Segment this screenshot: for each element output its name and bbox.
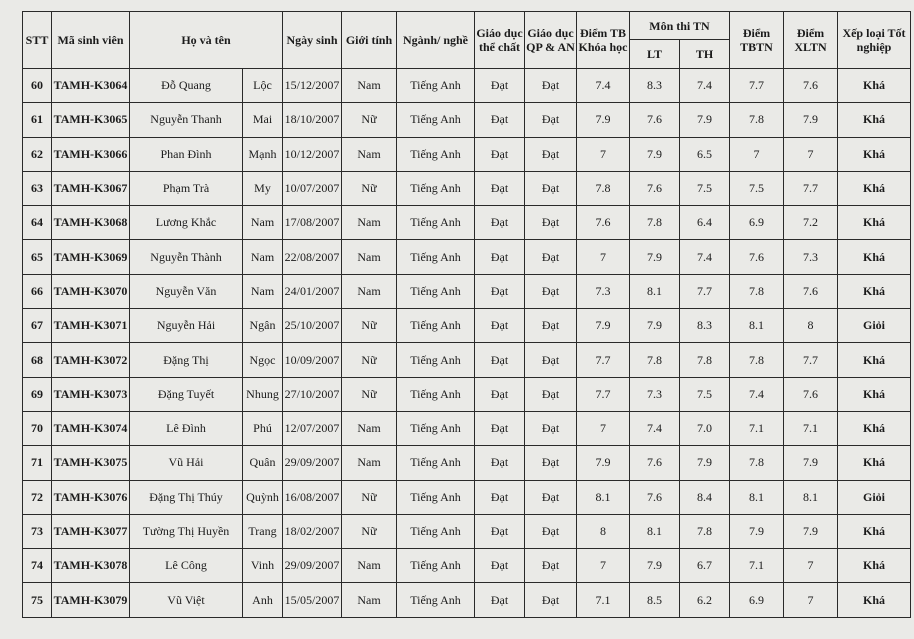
practice-score-cell: 7.9 <box>680 446 730 480</box>
major-cell: Tiếng Anh <box>397 206 475 240</box>
graduation-rank-cell: Khá <box>838 377 911 411</box>
major-cell: Tiếng Anh <box>397 446 475 480</box>
family-name-cell: Đặng Thị <box>130 343 243 377</box>
tbtn-score-cell: 7.8 <box>730 103 784 137</box>
defense-education-cell: Đạt <box>525 171 577 205</box>
course-average-cell: 7 <box>577 137 630 171</box>
major-cell: Tiếng Anh <box>397 103 475 137</box>
course-average-cell: 7.8 <box>577 171 630 205</box>
practice-score-cell: 6.2 <box>680 583 730 617</box>
tbtn-score-cell: 7.7 <box>730 69 784 103</box>
gender-cell: Nữ <box>342 480 397 514</box>
table-row <box>23 69 911 103</box>
student-id-cell: TAMH-K3072 <box>52 343 130 377</box>
physical-education-cell: Đạt <box>475 446 525 480</box>
stt-cell: 62 <box>23 137 52 171</box>
date-of-birth-cell: 29/09/2007 <box>283 446 342 480</box>
header-course-average: Điểm TB Khóa học <box>577 12 630 69</box>
major-cell: Tiếng Anh <box>397 377 475 411</box>
graduation-rank-cell: Khá <box>838 240 911 274</box>
theory-score-cell: 7.4 <box>630 411 680 445</box>
given-name-cell: Nam <box>243 274 283 308</box>
course-average-cell: 7.7 <box>577 377 630 411</box>
family-name-cell: Đặng Thị Thúy <box>130 480 243 514</box>
date-of-birth-cell: 17/08/2007 <box>283 206 342 240</box>
stt-cell: 71 <box>23 446 52 480</box>
xltn-score-cell: 7.9 <box>784 103 838 137</box>
physical-education-cell: Đạt <box>475 343 525 377</box>
theory-score-cell: 7.6 <box>630 480 680 514</box>
course-average-cell: 7 <box>577 411 630 445</box>
tbtn-score-cell: 7.4 <box>730 377 784 411</box>
theory-score-cell: 7.8 <box>630 206 680 240</box>
practice-score-cell: 7.9 <box>680 103 730 137</box>
course-average-cell: 7 <box>577 240 630 274</box>
graduation-rank-cell: Khá <box>838 343 911 377</box>
header-full-name: Họ và tên <box>130 12 283 69</box>
defense-education-cell: Đạt <box>525 103 577 137</box>
graduation-rank-cell: Khá <box>838 137 911 171</box>
xltn-score-cell: 7.7 <box>784 171 838 205</box>
given-name-cell: Lộc <box>243 69 283 103</box>
gender-cell: Nam <box>342 583 397 617</box>
gender-cell: Nữ <box>342 343 397 377</box>
physical-education-cell: Đạt <box>475 514 525 548</box>
gender-cell: Nam <box>342 137 397 171</box>
student-id-cell: TAMH-K3064 <box>52 69 130 103</box>
major-cell: Tiếng Anh <box>397 240 475 274</box>
major-cell: Tiếng Anh <box>397 137 475 171</box>
tbtn-score-cell: 7.8 <box>730 274 784 308</box>
practice-score-cell: 7.4 <box>680 240 730 274</box>
theory-score-cell: 7.3 <box>630 377 680 411</box>
xltn-score-cell: 7.7 <box>784 343 838 377</box>
graduation-results-table <box>22 11 911 618</box>
physical-education-cell: Đạt <box>475 583 525 617</box>
table-row <box>23 171 911 205</box>
header-defense-education: Giáo dục QP & AN <box>525 12 577 69</box>
major-cell: Tiếng Anh <box>397 343 475 377</box>
date-of-birth-cell: 27/10/2007 <box>283 377 342 411</box>
theory-score-cell: 7.9 <box>630 137 680 171</box>
theory-score-cell: 7.9 <box>630 309 680 343</box>
stt-cell: 64 <box>23 206 52 240</box>
theory-score-cell: 7.8 <box>630 343 680 377</box>
family-name-cell: Nguyễn Thành <box>130 240 243 274</box>
xltn-score-cell: 7.6 <box>784 274 838 308</box>
given-name-cell: Mạnh <box>243 137 283 171</box>
gender-cell: Nữ <box>342 103 397 137</box>
given-name-cell: Vinh <box>243 549 283 583</box>
course-average-cell: 7.9 <box>577 309 630 343</box>
gender-cell: Nữ <box>342 171 397 205</box>
table-row <box>23 377 911 411</box>
xltn-score-cell: 7.6 <box>784 69 838 103</box>
table-row <box>23 309 911 343</box>
date-of-birth-cell: 18/02/2007 <box>283 514 342 548</box>
table-row <box>23 480 911 514</box>
stt-cell: 65 <box>23 240 52 274</box>
stt-cell: 66 <box>23 274 52 308</box>
physical-education-cell: Đạt <box>475 309 525 343</box>
theory-score-cell: 7.9 <box>630 549 680 583</box>
gender-cell: Nam <box>342 206 397 240</box>
date-of-birth-cell: 15/05/2007 <box>283 583 342 617</box>
date-of-birth-cell: 12/07/2007 <box>283 411 342 445</box>
tbtn-score-cell: 6.9 <box>730 583 784 617</box>
tbtn-score-cell: 8.1 <box>730 309 784 343</box>
graduation-rank-cell: Khá <box>838 69 911 103</box>
table-row <box>23 137 911 171</box>
tbtn-score-cell: 7.9 <box>730 514 784 548</box>
defense-education-cell: Đạt <box>525 206 577 240</box>
gender-cell: Nam <box>342 549 397 583</box>
stt-cell: 74 <box>23 549 52 583</box>
theory-score-cell: 7.9 <box>630 240 680 274</box>
given-name-cell: Quân <box>243 446 283 480</box>
family-name-cell: Lê Công <box>130 549 243 583</box>
table-row <box>23 103 911 137</box>
table-row <box>23 583 911 617</box>
gender-cell: Nữ <box>342 514 397 548</box>
practice-score-cell: 7.4 <box>680 69 730 103</box>
date-of-birth-cell: 29/09/2007 <box>283 549 342 583</box>
course-average-cell: 7 <box>577 549 630 583</box>
graduation-rank-cell: Khá <box>838 583 911 617</box>
course-average-cell: 7.1 <box>577 583 630 617</box>
theory-score-cell: 7.6 <box>630 171 680 205</box>
stt-cell: 72 <box>23 480 52 514</box>
stt-cell: 69 <box>23 377 52 411</box>
family-name-cell: Vũ Việt <box>130 583 243 617</box>
stt-cell: 67 <box>23 309 52 343</box>
family-name-cell: Phạm Trà <box>130 171 243 205</box>
theory-score-cell: 8.1 <box>630 514 680 548</box>
given-name-cell: Nam <box>243 206 283 240</box>
date-of-birth-cell: 10/12/2007 <box>283 137 342 171</box>
gender-cell: Nữ <box>342 377 397 411</box>
student-id-cell: TAMH-K3077 <box>52 514 130 548</box>
graduation-rank-cell: Khá <box>838 171 911 205</box>
given-name-cell: Ngọc <box>243 343 283 377</box>
table-header <box>23 12 911 69</box>
tbtn-score-cell: 8.1 <box>730 480 784 514</box>
header-xltn-score: Điểm XLTN <box>784 12 838 69</box>
physical-education-cell: Đạt <box>475 480 525 514</box>
defense-education-cell: Đạt <box>525 240 577 274</box>
practice-score-cell: 7.7 <box>680 274 730 308</box>
date-of-birth-cell: 18/10/2007 <box>283 103 342 137</box>
theory-score-cell: 8.1 <box>630 274 680 308</box>
major-cell: Tiếng Anh <box>397 549 475 583</box>
course-average-cell: 7.4 <box>577 69 630 103</box>
student-id-cell: TAMH-K3066 <box>52 137 130 171</box>
tbtn-score-cell: 6.9 <box>730 206 784 240</box>
graduation-rank-cell: Khá <box>838 514 911 548</box>
xltn-score-cell: 7.2 <box>784 206 838 240</box>
major-cell: Tiếng Anh <box>397 514 475 548</box>
table-row <box>23 446 911 480</box>
family-name-cell: Đỗ Quang <box>130 69 243 103</box>
tbtn-score-cell: 7.8 <box>730 446 784 480</box>
practice-score-cell: 7.5 <box>680 171 730 205</box>
date-of-birth-cell: 15/12/2007 <box>283 69 342 103</box>
stt-cell: 68 <box>23 343 52 377</box>
graduation-rank-cell: Khá <box>838 446 911 480</box>
given-name-cell: Phú <box>243 411 283 445</box>
physical-education-cell: Đạt <box>475 171 525 205</box>
student-id-cell: TAMH-K3078 <box>52 549 130 583</box>
stt-cell: 63 <box>23 171 52 205</box>
stt-cell: 75 <box>23 583 52 617</box>
defense-education-cell: Đạt <box>525 583 577 617</box>
student-id-cell: TAMH-K3065 <box>52 103 130 137</box>
student-id-cell: TAMH-K3070 <box>52 274 130 308</box>
given-name-cell: Mai <box>243 103 283 137</box>
course-average-cell: 7.7 <box>577 343 630 377</box>
family-name-cell: Tường Thị Huyền <box>130 514 243 548</box>
theory-score-cell: 7.6 <box>630 103 680 137</box>
header-physical-education: Giáo dục thể chất <box>475 12 525 69</box>
given-name-cell: Ngân <box>243 309 283 343</box>
given-name-cell: Anh <box>243 583 283 617</box>
xltn-score-cell: 7.9 <box>784 514 838 548</box>
given-name-cell: Nam <box>243 240 283 274</box>
family-name-cell: Nguyễn Văn <box>130 274 243 308</box>
student-id-cell: TAMH-K3071 <box>52 309 130 343</box>
major-cell: Tiếng Anh <box>397 69 475 103</box>
defense-education-cell: Đạt <box>525 274 577 308</box>
stt-cell: 60 <box>23 69 52 103</box>
date-of-birth-cell: 10/09/2007 <box>283 343 342 377</box>
tbtn-score-cell: 7 <box>730 137 784 171</box>
xltn-score-cell: 8.1 <box>784 480 838 514</box>
student-id-cell: TAMH-K3079 <box>52 583 130 617</box>
practice-score-cell: 6.7 <box>680 549 730 583</box>
table-row <box>23 411 911 445</box>
given-name-cell: My <box>243 171 283 205</box>
date-of-birth-cell: 25/10/2007 <box>283 309 342 343</box>
table-row <box>23 549 911 583</box>
physical-education-cell: Đạt <box>475 377 525 411</box>
graduation-rank-cell: Giỏi <box>838 309 911 343</box>
header-graduation-exams: Môn thi TN <box>630 12 730 40</box>
defense-education-cell: Đạt <box>525 514 577 548</box>
header-stt: STT <box>23 12 52 69</box>
header-major: Ngành/ nghề <box>397 12 475 69</box>
course-average-cell: 7.6 <box>577 206 630 240</box>
stt-cell: 70 <box>23 411 52 445</box>
major-cell: Tiếng Anh <box>397 583 475 617</box>
practice-score-cell: 7.0 <box>680 411 730 445</box>
theory-score-cell: 8.5 <box>630 583 680 617</box>
course-average-cell: 7.9 <box>577 103 630 137</box>
family-name-cell: Lương Khắc <box>130 206 243 240</box>
xltn-score-cell: 7.6 <box>784 377 838 411</box>
graduation-rank-cell: Khá <box>838 103 911 137</box>
defense-education-cell: Đạt <box>525 377 577 411</box>
graduation-rank-cell: Khá <box>838 274 911 308</box>
table-row <box>23 274 911 308</box>
header-student-id: Mã sinh viên <box>52 12 130 69</box>
graduation-rank-cell: Khá <box>838 411 911 445</box>
given-name-cell: Quỳnh <box>243 480 283 514</box>
defense-education-cell: Đạt <box>525 446 577 480</box>
stt-cell: 73 <box>23 514 52 548</box>
student-id-cell: TAMH-K3069 <box>52 240 130 274</box>
tbtn-score-cell: 7.1 <box>730 411 784 445</box>
practice-score-cell: 7.8 <box>680 343 730 377</box>
major-cell: Tiếng Anh <box>397 309 475 343</box>
family-name-cell: Nguyễn Thanh <box>130 103 243 137</box>
stt-cell: 61 <box>23 103 52 137</box>
header-practice: TH <box>680 40 730 69</box>
physical-education-cell: Đạt <box>475 274 525 308</box>
practice-score-cell: 7.5 <box>680 377 730 411</box>
gender-cell: Nam <box>342 69 397 103</box>
defense-education-cell: Đạt <box>525 480 577 514</box>
defense-education-cell: Đạt <box>525 343 577 377</box>
course-average-cell: 8 <box>577 514 630 548</box>
xltn-score-cell: 7.3 <box>784 240 838 274</box>
table-row <box>23 343 911 377</box>
physical-education-cell: Đạt <box>475 69 525 103</box>
student-id-cell: TAMH-K3075 <box>52 446 130 480</box>
student-id-cell: TAMH-K3068 <box>52 206 130 240</box>
practice-score-cell: 8.3 <box>680 309 730 343</box>
family-name-cell: Đặng Tuyết <box>130 377 243 411</box>
student-id-cell: TAMH-K3067 <box>52 171 130 205</box>
major-cell: Tiếng Anh <box>397 480 475 514</box>
practice-score-cell: 8.4 <box>680 480 730 514</box>
graduation-rank-cell: Khá <box>838 206 911 240</box>
gender-cell: Nữ <box>342 309 397 343</box>
major-cell: Tiếng Anh <box>397 411 475 445</box>
xltn-score-cell: 7 <box>784 137 838 171</box>
date-of-birth-cell: 22/08/2007 <box>283 240 342 274</box>
graduation-rank-cell: Khá <box>838 549 911 583</box>
defense-education-cell: Đạt <box>525 137 577 171</box>
course-average-cell: 7.3 <box>577 274 630 308</box>
gender-cell: Nam <box>342 240 397 274</box>
gender-cell: Nam <box>342 446 397 480</box>
student-id-cell: TAMH-K3073 <box>52 377 130 411</box>
xltn-score-cell: 8 <box>784 309 838 343</box>
physical-education-cell: Đạt <box>475 411 525 445</box>
course-average-cell: 7.9 <box>577 446 630 480</box>
table-row <box>23 514 911 548</box>
theory-score-cell: 7.6 <box>630 446 680 480</box>
xltn-score-cell: 7 <box>784 549 838 583</box>
date-of-birth-cell: 10/07/2007 <box>283 171 342 205</box>
physical-education-cell: Đạt <box>475 206 525 240</box>
theory-score-cell: 8.3 <box>630 69 680 103</box>
family-name-cell: Phan Đình <box>130 137 243 171</box>
xltn-score-cell: 7.1 <box>784 411 838 445</box>
physical-education-cell: Đạt <box>475 549 525 583</box>
physical-education-cell: Đạt <box>475 240 525 274</box>
tbtn-score-cell: 7.8 <box>730 343 784 377</box>
physical-education-cell: Đạt <box>475 103 525 137</box>
defense-education-cell: Đạt <box>525 309 577 343</box>
header-graduation-rank: Xếp loại Tốt nghiệp <box>838 12 911 69</box>
family-name-cell: Lê Đình <box>130 411 243 445</box>
table-body <box>23 69 911 618</box>
tbtn-score-cell: 7.6 <box>730 240 784 274</box>
family-name-cell: Vũ Hải <box>130 446 243 480</box>
header-gender: Giới tính <box>342 12 397 69</box>
header-date-of-birth: Ngày sinh <box>283 12 342 69</box>
student-id-cell: TAMH-K3074 <box>52 411 130 445</box>
given-name-cell: Trang <box>243 514 283 548</box>
defense-education-cell: Đạt <box>525 69 577 103</box>
header-tbtn-score: Điểm TBTN <box>730 12 784 69</box>
family-name-cell: Nguyễn Hải <box>130 309 243 343</box>
date-of-birth-cell: 16/08/2007 <box>283 480 342 514</box>
tbtn-score-cell: 7.1 <box>730 549 784 583</box>
practice-score-cell: 6.5 <box>680 137 730 171</box>
table-row <box>23 240 911 274</box>
given-name-cell: Nhung <box>243 377 283 411</box>
xltn-score-cell: 7.9 <box>784 446 838 480</box>
tbtn-score-cell: 7.5 <box>730 171 784 205</box>
gender-cell: Nam <box>342 411 397 445</box>
major-cell: Tiếng Anh <box>397 274 475 308</box>
course-average-cell: 8.1 <box>577 480 630 514</box>
practice-score-cell: 7.8 <box>680 514 730 548</box>
table-row <box>23 206 911 240</box>
physical-education-cell: Đạt <box>475 137 525 171</box>
practice-score-cell: 6.4 <box>680 206 730 240</box>
xltn-score-cell: 7 <box>784 583 838 617</box>
date-of-birth-cell: 24/01/2007 <box>283 274 342 308</box>
student-id-cell: TAMH-K3076 <box>52 480 130 514</box>
gender-cell: Nam <box>342 274 397 308</box>
defense-education-cell: Đạt <box>525 411 577 445</box>
major-cell: Tiếng Anh <box>397 171 475 205</box>
graduation-rank-cell: Giỏi <box>838 480 911 514</box>
header-theory: LT <box>630 40 680 69</box>
defense-education-cell: Đạt <box>525 549 577 583</box>
